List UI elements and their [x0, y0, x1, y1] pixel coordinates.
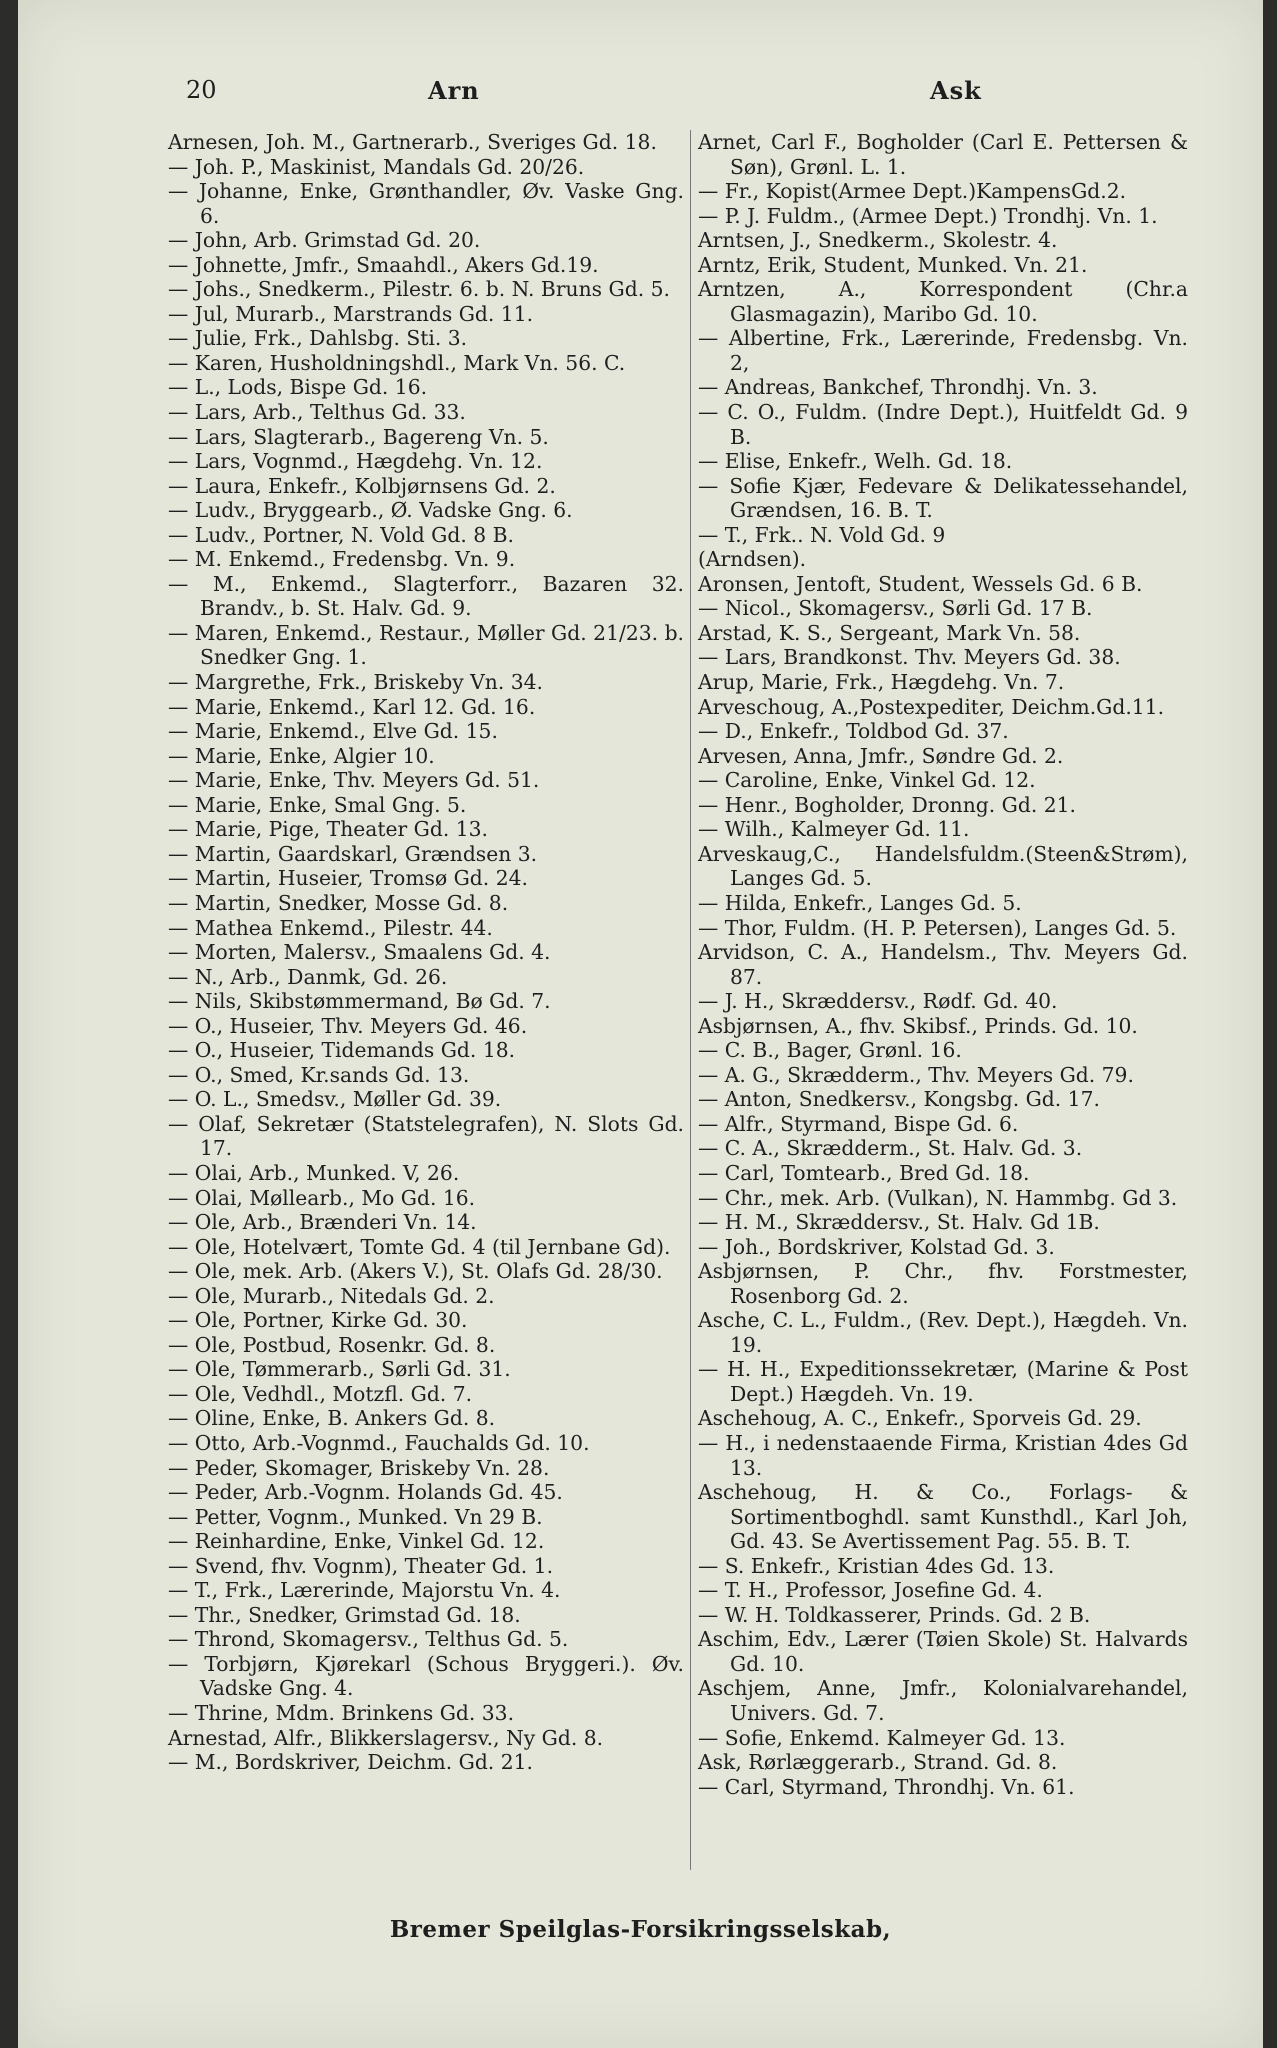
- directory-entry: — Peder, Skomager, Briskeby Vn. 28.: [168, 1455, 550, 1480]
- directory-entry: — Morten, Malersv., Smaalens Gd. 4.: [168, 940, 551, 965]
- directory-entry: — Ole, Tømmerarb., Sørli Gd. 31.: [168, 1357, 511, 1382]
- directory-entry: Arntz, Erik, Student, Munked. Vn. 21.: [698, 252, 1088, 277]
- directory-entry: — N., Arb., Danmk, Gd. 26.: [168, 964, 448, 989]
- footer-advert: Bremer Speilglas-Forsikringsselskab,: [389, 1916, 892, 1943]
- directory-entry: — Olaf, Sekretær (Statstelegrafen), N. Slots Gd. 17.: [168, 1111, 684, 1161]
- directory-entry: Aschim, Edv., Lærer (Tøien Skole) St. Halvards Gd. 10.: [698, 1627, 1188, 1676]
- directory-entry: Arstad, K. S., Sergeant, Mark Vn. 58.: [698, 620, 1081, 645]
- directory-entry: — Sofie Kjær, Fedevare & Delikatessehandel, Grændsen, 16. B. T.: [698, 473, 1188, 523]
- right-column: [698, 130, 1188, 1799]
- directory-entry: — Laura, Enkefr., Kolbjørnsens Gd. 2.: [168, 473, 556, 498]
- directory-entry: — Andreas, Bankchef, Throndhj. Vn. 3.: [698, 375, 1098, 400]
- directory-entry: — Margrethe, Frk., Briskeby Vn. 34.: [168, 670, 543, 695]
- directory-entry: (Arndsen).: [698, 547, 807, 572]
- directory-entry: — Chr., mek. Arb. (Vulkan), N. Hammbg. Gd 3.: [698, 1185, 1178, 1210]
- directory-entry: — Karen, Husholdningshdl., Mark Vn. 56. C.: [168, 350, 626, 375]
- directory-entry: — Nils, Skibstømmermand, Bø Gd. 7.: [168, 989, 551, 1014]
- directory-entry: — Ole, mek. Arb. (Akers V.), St. Olafs Gd. 28/30.: [168, 1259, 663, 1284]
- directory-entry: Arntsen, J., Snedkerm., Skolestr. 4.: [698, 228, 1058, 253]
- directory-entry: — H. M., Skræddersv., St. Halv. Gd 1B.: [698, 1210, 1100, 1235]
- directory-entry: — Martin, Snedker, Mosse Gd. 8.: [168, 890, 509, 915]
- directory-entry: Aronsen, Jentoft, Student, Wessels Gd. 6 B.: [698, 571, 1143, 596]
- page-number: 20: [186, 76, 217, 104]
- directory-entry: Arvesen, Anna, Jmfr., Søndre Gd. 2.: [698, 743, 1064, 768]
- directory-entry: — Marie, Enke, Thv. Meyers Gd. 51.: [168, 768, 540, 793]
- directory-entry: — Caroline, Enke, Vinkel Gd. 12.: [698, 768, 1036, 793]
- directory-entry: — H. H., Expeditionssekretær, (Marine & Post Dept.) Hægdeh. Vn. 19.: [698, 1357, 1188, 1406]
- directory-entry: — H., i nedenstaaende Firma, Kristian 4des Gd 13.: [698, 1430, 1188, 1480]
- directory-entry: — T. H., Professor, Josefine Gd. 4.: [698, 1578, 1043, 1603]
- directory-entry: — Marie, Enkemd., Karl 12. Gd. 16.: [168, 694, 536, 719]
- directory-entry: — Thrine, Mdm. Brinkens Gd. 33.: [168, 1701, 515, 1725]
- directory-entry: — M., Enkemd., Slagterforr., Bazaren 32. Brandv., b. St. Halv. Gd. 9.: [168, 571, 684, 621]
- directory-entry: — Fr., Kopist(Armee Dept.)KampensGd.2.: [698, 179, 1127, 204]
- directory-entry: — L., Lods, Bispe Gd. 16.: [168, 375, 428, 400]
- directory-entry: — Oline, Enke, B. Ankers Gd. 8.: [168, 1406, 496, 1431]
- directory-entry: — C. A., Skrædderm., St. Halv. Gd. 3.: [698, 1136, 1083, 1161]
- left-running-head: Arn: [428, 76, 480, 105]
- directory-entry: — O., Huseier, Thv. Meyers Gd. 46.: [168, 1013, 528, 1038]
- directory-entry: — Carl, Styrmand, Throndhj. Vn. 61.: [698, 1774, 1075, 1799]
- directory-entry: — Lars, Brandkonst. Thv. Meyers Gd. 38.: [698, 645, 1121, 670]
- directory-entry: — T., Frk., Lærerinde, Majorstu Vn. 4.: [168, 1578, 561, 1603]
- directory-entry: — Ole, Hotelvært, Tomte Gd. 4 (til Jernbane Gd).: [168, 1234, 671, 1259]
- directory-entry: — Alfr., Styrmand, Bispe Gd. 6.: [698, 1111, 1019, 1136]
- directory-entry: — Albertine, Frk., Lærerinde, Fredensbg. Vn. 2,: [698, 326, 1188, 375]
- directory-entry: — O. L., Smedsv., Møller Gd. 39.: [168, 1087, 502, 1112]
- directory-entry: — John, Arb. Grimstad Gd. 20.: [168, 228, 481, 253]
- directory-entry: — Marie, Enke, Smal Gng. 5.: [168, 792, 467, 817]
- directory-entry: Aschjem, Anne, Jmfr., Kolonialvarehandel, Univers. Gd. 7.: [698, 1676, 1188, 1725]
- directory-entry: — C. O., Fuldm. (Indre Dept.), Huitfeldt Gd. 9 B.: [698, 400, 1188, 449]
- directory-entry: — Thr., Snedker, Grimstad Gd. 18.: [168, 1602, 521, 1627]
- directory-entry: — S. Enkefr., Kristian 4des Gd. 13.: [698, 1553, 1055, 1578]
- directory-entry: — Thor, Fuldm. (H. P. Petersen), Langes Gd. 5.: [698, 915, 1177, 940]
- directory-entry: — Lars, Vognmd., Hægdehg. Vn. 12.: [168, 449, 543, 474]
- directory-entry: — Peder, Arb.-Vognm. Holands Gd. 45.: [168, 1480, 563, 1505]
- directory-entry: — Otto, Arb.-Vognmd., Fauchalds Gd. 10.: [168, 1430, 590, 1455]
- directory-entry: — Julie, Frk., Dahlsbg. Sti. 3.: [168, 326, 468, 351]
- directory-entry: — T., Frk.. N. Vold Gd. 9: [698, 522, 946, 547]
- directory-entry: — O., Huseier, Tidemands Gd. 18.: [168, 1038, 516, 1063]
- directory-entry: Asche, C. L., Fuldm., (Rev. Dept.), Hægdeh. Vn. 19.: [698, 1308, 1188, 1357]
- directory-entry: — Marie, Enke, Algier 10.: [168, 743, 435, 768]
- right-running-head: Ask: [930, 76, 982, 105]
- directory-entry: — Ole, Portner, Kirke Gd. 30.: [168, 1308, 468, 1333]
- directory-entry: — Martin, Gaardskarl, Grændsen 3.: [168, 841, 538, 866]
- directory-entry: — Svend, fhv. Vognm), Theater Gd. 1.: [168, 1553, 554, 1578]
- directory-entry: Arveschoug, A.,Postexpediter, Deichm.Gd.11.: [698, 694, 1165, 719]
- directory-entry: — Jul, Murarb., Marstrands Gd. 11.: [168, 301, 534, 326]
- column-divider: [690, 130, 691, 1870]
- directory-entry: Asbjørnsen, P. Chr., fhv. Forstmester, Rosenborg Gd. 2.: [698, 1259, 1188, 1308]
- directory-entry: Ask, Rørlæggerarb., Strand. Gd. 8.: [698, 1750, 1058, 1775]
- directory-entry: Arup, Marie, Frk., Hægdehg. Vn. 7.: [698, 670, 1065, 695]
- directory-entry: — Wilh., Kalmeyer Gd. 11.: [698, 817, 970, 842]
- directory-entry: — Johnette, Jmfr., Smaahdl., Akers Gd.19.: [168, 252, 599, 277]
- directory-entry: — Hilda, Enkefr., Langes Gd. 5.: [698, 890, 1022, 915]
- directory-entry: — Olai, Møllearb., Mo Gd. 16.: [168, 1185, 476, 1210]
- directory-entry: — Ole, Murarb., Nitedals Gd. 2.: [168, 1283, 495, 1308]
- directory-entry: — W. H. Toldkasserer, Prinds. Gd. 2 B.: [698, 1602, 1091, 1627]
- directory-entry: — Lars, Slagterarb., Bagereng Vn. 5.: [168, 424, 549, 449]
- directory-entry: — Anton, Snedkersv., Kongsbg. Gd. 17.: [698, 1087, 1100, 1112]
- directory-entry: Arnet, Carl F., Bogholder (Carl E. Pettersen & Søn), Grønl. L. 1.: [698, 130, 1188, 179]
- directory-entry: Arveskaug,C., Handelsfuldm.(Steen&Strøm), Langes Gd. 5.: [698, 841, 1188, 891]
- directory-entry: — Joh., Bordskriver, Kolstad Gd. 3.: [698, 1234, 1055, 1259]
- directory-entry: Arvidson, C. A., Handelsm., Thv. Meyers Gd. 87.: [698, 940, 1188, 989]
- directory-entry: — Martin, Huseier, Tromsø Gd. 24.: [168, 866, 528, 891]
- directory-entry: Aschehoug, A. C., Enkefr., Sporveis Gd. 29.: [698, 1406, 1142, 1431]
- directory-entry: — Ole, Postbud, Rosenkr. Gd. 8.: [168, 1332, 496, 1357]
- directory-entry: Arnesen, Joh. M., Gartnerarb., Sveriges Gd. 18.: [168, 130, 657, 154]
- directory-entry: — Olai, Arb., Munked. V, 26.: [168, 1160, 460, 1185]
- directory-entry: — Sofie, Enkemd. Kalmeyer Gd. 13.: [698, 1725, 1066, 1750]
- directory-entry: — Henr., Bogholder, Dronng. Gd. 21.: [698, 792, 1076, 817]
- directory-entry: Arnestad, Alfr., Blikkerslagersv., Ny Gd. 8.: [168, 1725, 604, 1750]
- directory-entry: — Petter, Vognm., Munked. Vn 29 B.: [168, 1504, 543, 1529]
- directory-entry: — Marie, Enkemd., Elve Gd. 15.: [168, 719, 498, 744]
- directory-entry: — Nicol., Skomagersv., Sørli Gd. 17 B.: [698, 596, 1093, 621]
- directory-entry: — A. G., Skrædderm., Thv. Meyers Gd. 79.: [698, 1062, 1134, 1087]
- directory-entry: — Elise, Enkefr., Welh. Gd. 18.: [698, 449, 1013, 474]
- directory-entry: — Johs., Snedkerm., Pilestr. 6. b. N. Bruns Gd. 5.: [168, 277, 670, 302]
- directory-entry: — Thrond, Skomagersv., Telthus Gd. 5.: [168, 1627, 569, 1652]
- directory-entry: — M., Bordskriver, Deichm. Gd. 21.: [168, 1750, 533, 1775]
- directory-entry: — Ole, Arb., Brænderi Vn. 14.: [168, 1210, 477, 1235]
- directory-entry: — J. H., Skræddersv., Rødf. Gd. 40.: [698, 989, 1058, 1014]
- directory-entry: — Johanne, Enke, Grønthandler, Øv. Vaske Gng. 6.: [168, 179, 684, 228]
- directory-entry: — Joh. P., Maskinist, Mandals Gd. 20/26.: [168, 154, 585, 179]
- directory-entry: Arntzen, A., Korrespondent (Chr.a Glasmagazin), Maribo Gd. 10.: [698, 277, 1188, 326]
- directory-entry: — Maren, Enkemd., Restaur., Møller Gd. 21/23. b. Snedker Gng. 1.: [168, 620, 684, 670]
- directory-entry: Asbjørnsen, A., fhv. Skibsf., Prinds. Gd. 10.: [698, 1013, 1138, 1038]
- directory-entry: — Ole, Vedhdl., Motzfl. Gd. 7.: [168, 1381, 473, 1406]
- directory-entry: — O., Smed, Kr.sands Gd. 13.: [168, 1062, 470, 1087]
- directory-entry: — Lars, Arb., Telthus Gd. 33.: [168, 400, 466, 425]
- directory-entry: — Marie, Pige, Theater Gd. 13.: [168, 817, 488, 842]
- directory-entry: — Torbjørn, Kjørekarl (Schous Bryggeri.). Øv. Vadske Gng. 4.: [168, 1651, 684, 1701]
- directory-entry: — C. B., Bager, Grønl. 16.: [698, 1038, 962, 1063]
- directory-entry: — P. J. Fuldm., (Armee Dept.) Trondhj. Vn. 1.: [698, 203, 1158, 228]
- directory-entry: — Mathea Enkemd., Pilestr. 44.: [168, 915, 493, 940]
- directory-entry: Aschehoug, H. & Co., Forlags- & Sortimentboghdl. samt Kunsthdl., Karl Joh, Gd. 43. Se Avertissement Pag. 55. B. T.: [698, 1480, 1188, 1554]
- directory-entry: — Ludv., Bryggearb., Ø. Vadske Gng. 6.: [168, 498, 573, 523]
- directory-page: [18, 0, 1263, 2048]
- left-column: [168, 130, 684, 1775]
- directory-entry: — Carl, Tomtearb., Bred Gd. 18.: [698, 1160, 1030, 1185]
- directory-entry: — Reinhardine, Enke, Vinkel Gd. 12.: [168, 1529, 545, 1554]
- directory-entry: — D., Enkefr., Toldbod Gd. 37.: [698, 719, 1009, 744]
- directory-entry: — M. Enkemd., Fredensbg. Vn. 9.: [168, 547, 516, 572]
- directory-entry: — Ludv., Portner, N. Vold Gd. 8 B.: [168, 522, 514, 547]
